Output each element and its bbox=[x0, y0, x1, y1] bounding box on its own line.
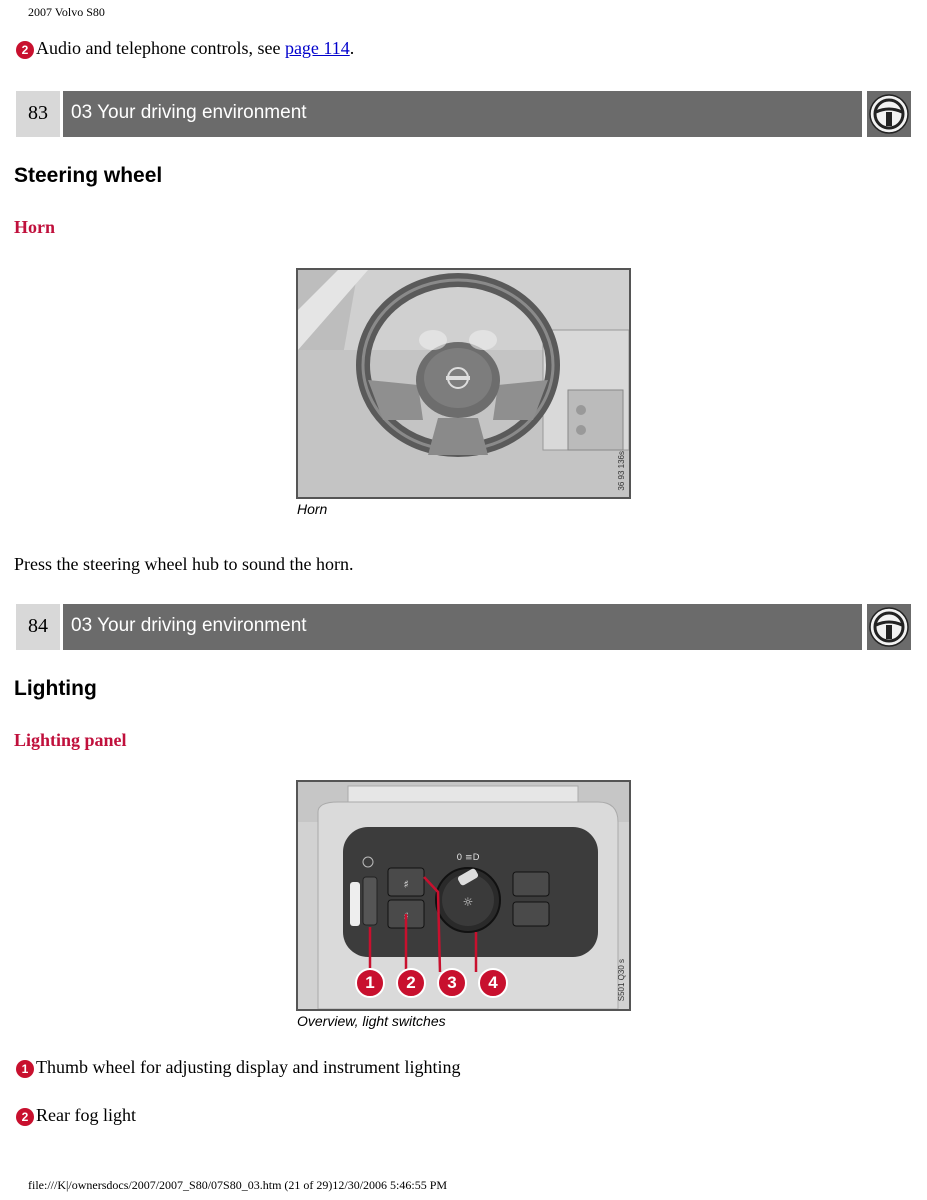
figure-caption: Overview, light switches bbox=[297, 1013, 446, 1029]
number-badge-icon: 2 bbox=[16, 41, 34, 59]
body-text: Press the steering wheel hub to sound the horn. bbox=[14, 554, 354, 574]
subheading: Horn bbox=[14, 217, 56, 237]
footer-path: file:///K|/ownersdocs/2007/2007_S80/07S80_03.htm (21 of 29)12/30/2006 5:46:55 PM bbox=[28, 1178, 448, 1192]
intro-line bbox=[16, 38, 354, 59]
callout-4: 4 bbox=[478, 968, 508, 998]
lighting-panel-figure bbox=[296, 780, 631, 1011]
callout-2: 2 bbox=[396, 968, 426, 998]
document-title: 2007 Volvo S80 bbox=[28, 5, 105, 19]
callout-1: 1 bbox=[355, 968, 385, 998]
chapter-title: 03 Your driving environment bbox=[63, 91, 862, 137]
page-number: 83 bbox=[16, 91, 60, 137]
number-badge-icon: 2 bbox=[16, 1108, 34, 1126]
list-item bbox=[16, 1057, 460, 1078]
page-link[interactable]: page 114 bbox=[284, 38, 350, 58]
section-heading: Lighting bbox=[14, 677, 97, 700]
list-item bbox=[16, 1105, 136, 1126]
intro-tail: . bbox=[349, 38, 355, 58]
chapter-title: 03 Your driving environment bbox=[63, 604, 862, 650]
callout-row bbox=[355, 968, 510, 998]
horn-figure bbox=[296, 268, 631, 499]
svg-text:0 ≡D: 0 ≡D bbox=[456, 853, 480, 863]
steering-wheel-icon bbox=[867, 91, 911, 137]
intro-text: Audio and telephone controls, see bbox=[36, 38, 285, 58]
steering-wheel-icon bbox=[867, 604, 911, 650]
callout-3: 3 bbox=[437, 968, 467, 998]
number-badge-icon: 1 bbox=[16, 1060, 34, 1078]
figure-code: S501 Q30 s bbox=[617, 958, 626, 1001]
section-bar bbox=[16, 604, 911, 650]
subheading: Lighting panel bbox=[14, 730, 127, 750]
figure-code: 36 93 136s bbox=[617, 451, 626, 491]
section-bar bbox=[16, 91, 911, 137]
svg-text:☼: ☼ bbox=[462, 895, 474, 909]
list-item-text: Thumb wheel for adjusting display and instrument lighting bbox=[36, 1057, 461, 1077]
section-heading: Steering wheel bbox=[14, 164, 163, 187]
figure-caption: Horn bbox=[297, 501, 328, 517]
svg-text:♯: ♯ bbox=[403, 910, 409, 923]
page-number: 84 bbox=[16, 604, 60, 650]
svg-text:♯: ♯ bbox=[403, 878, 409, 891]
steering-wheel-illustration bbox=[298, 270, 629, 497]
list-item-text: Rear fog light bbox=[36, 1105, 136, 1125]
